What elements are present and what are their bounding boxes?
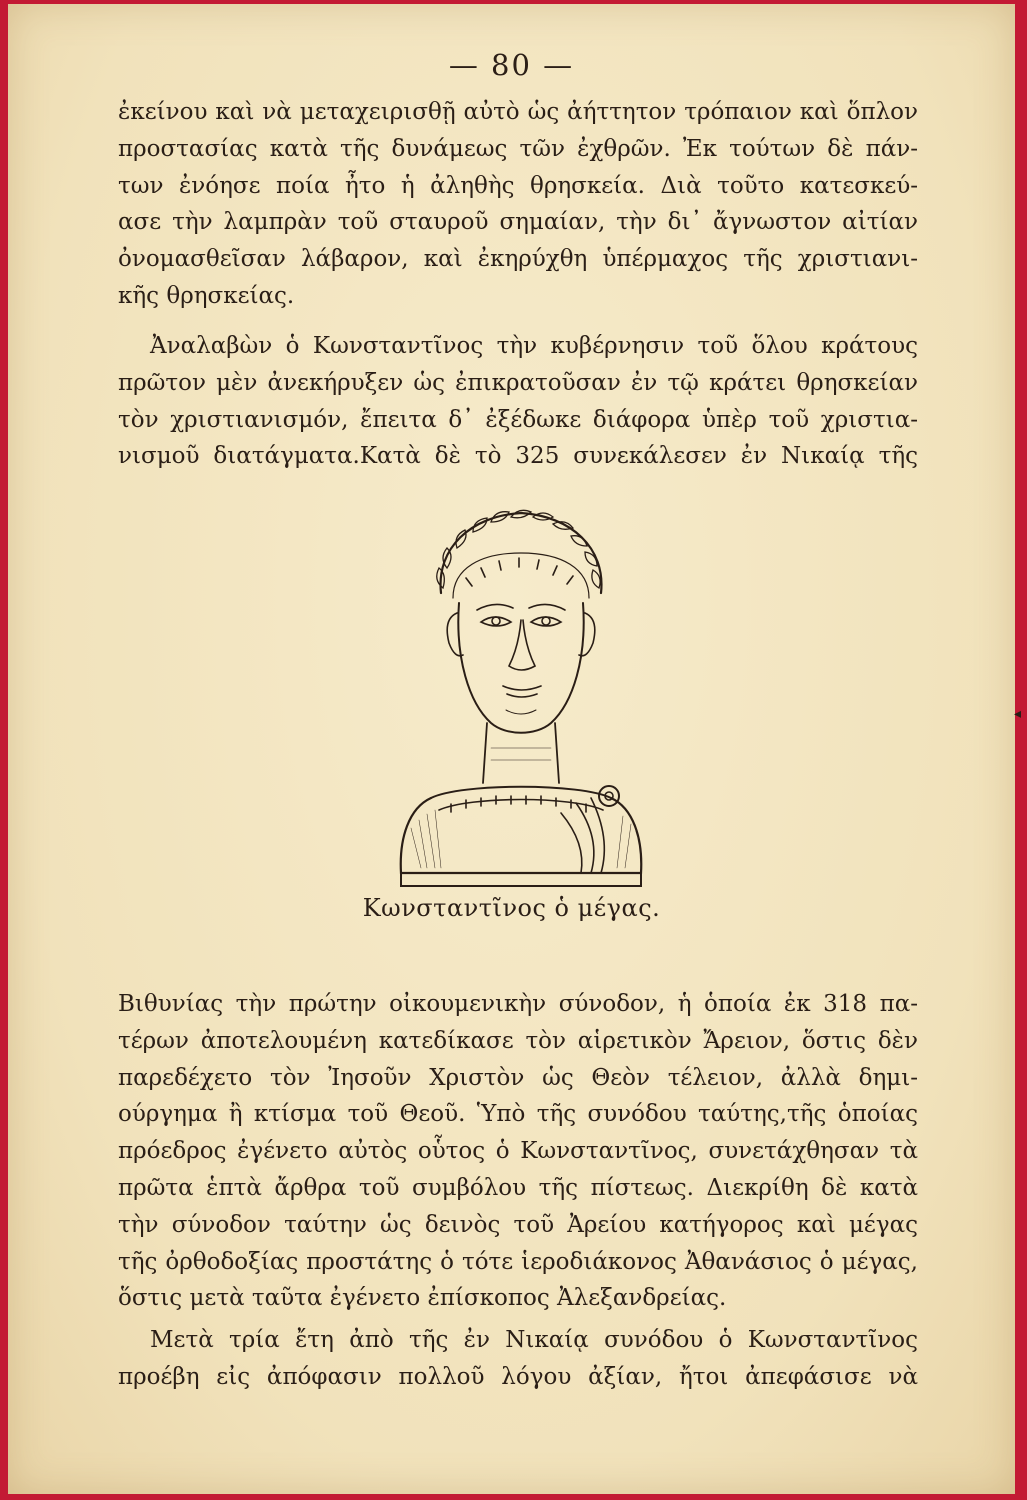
text-line: τῆς ὀρθοδοξίας προστάτης ὁ τότε ἱεροδιάκονος Ἀθανάσιος ὁ μέγας,: [118, 1248, 918, 1275]
book-page: [8, 4, 1022, 1494]
text-line: Ἀναλαβὼν ὁ Κωνσταντῖνος τὴν κυβέρνησιν τοῦ ὅλου κράτους: [150, 333, 918, 359]
text-line: ούργημα ἢ κτίσμα τοῦ Θεοῦ. Ὑπὸ τῆς συνόδου ταύτης,τῆς ὁποίας: [118, 1101, 918, 1128]
text-line: πρῶτα ἑπτὰ ἄρθρα τοῦ συμβόλου τῆς πίστεως. Διεκρίθη δὲ κατὰ: [118, 1174, 918, 1201]
text-line: κῆς θρησκείας.: [118, 282, 295, 309]
constantine-bust-illustration: [391, 498, 651, 888]
paragraph-1: [118, 94, 918, 315]
text-line: ἐκείνου καὶ νὰ μεταχειρισθῇ αὐτὸ ὡς ἀήττητον τρόπαιον καὶ ὅπλον: [118, 99, 918, 125]
text-line: τέρων ἀποτελουμένη κατεδίκασε τὸν αἱρετικὸν Ἄρειον, ὅστις δὲν: [118, 1027, 918, 1054]
text-line: πρῶτον μὲν ἀνεκήρυξεν ὡς ἐπικρατοῦσαν ἐν τῷ κράτει θρησκείαν: [118, 369, 918, 396]
text-line: ὀνομασθεῖσαν λάβαρον, καὶ ἐκηρύχθη ὑπέρμαχος τῆς χριστιανι-: [118, 246, 918, 273]
text-line: πρόεδρος ἐγένετο αὐτὸς οὗτος ὁ Κωνσταντῖνος, συνετάχθησαν τὰ: [118, 1138, 918, 1165]
paragraph-3: [118, 986, 918, 1317]
text-line: ασε τὴν λαμπρὰν τοῦ σταυροῦ σημαίαν, τὴν δι᾽ ἄγνωστον αἰτίαν: [118, 209, 918, 236]
illustration-caption: Κωνσταντῖνος ὁ μέγας.: [362, 894, 661, 922]
text-line: τὴν σύνοδον ταύτην ὡς δεινὸς τοῦ Ἀρείου κατήγορος καὶ μέγας: [118, 1211, 918, 1238]
text-line: προστασίας κατὰ τῆς δυνάμεως τῶν ἐχθρῶν. Ἐκ τούτων δὲ πάν-: [118, 135, 918, 162]
text-line: νισμοῦ διατάγματα.Κατὰ δὲ τὸ 325 συνεκάλεσεν ἐν Νικαίᾳ τῆς: [118, 443, 918, 470]
paragraph-2: [118, 328, 918, 475]
paragraph-4: [118, 1322, 918, 1396]
text-line: παρεδέχετο τὸν Ἰησοῦν Χριστὸν ὡς Θεὸν τέλειον, ἀλλὰ δημι-: [118, 1064, 918, 1091]
text-line: προέβη εἰς ἀπόφασιν πολλοῦ λόγου ἀξίαν, ἤτοι ἀπεφάσισε νὰ: [118, 1363, 918, 1390]
text-line: Μετὰ τρία ἔτη ἀπὸ τῆς ἐν Νικαίᾳ συνόδου ὁ Κωνσταντῖνος: [150, 1327, 918, 1353]
text-line: των ἐνόησε ποία ἦτο ἡ ἀληθὴς θρησκεία. Διὰ τοῦτο κατεσκεύ-: [118, 172, 918, 199]
text-line: τὸν χριστιανισμόν, ἔπειτα δ᾽ ἐξέδωκε διάφορα ὑπὲρ τοῦ χριστια-: [118, 406, 918, 433]
margin-mark: ◂: [1014, 706, 1022, 722]
page-number: — 80 —: [448, 48, 575, 82]
text-line: Βιθυνίας τὴν πρώτην οἰκουμενικὴν σύνοδον, ἡ ὁποία ἐκ 318 πα-: [118, 991, 918, 1017]
text-line: ὅστις μετὰ ταῦτα ἐγένετο ἐπίσκοπος Ἀλεξανδρείας.: [118, 1285, 727, 1312]
